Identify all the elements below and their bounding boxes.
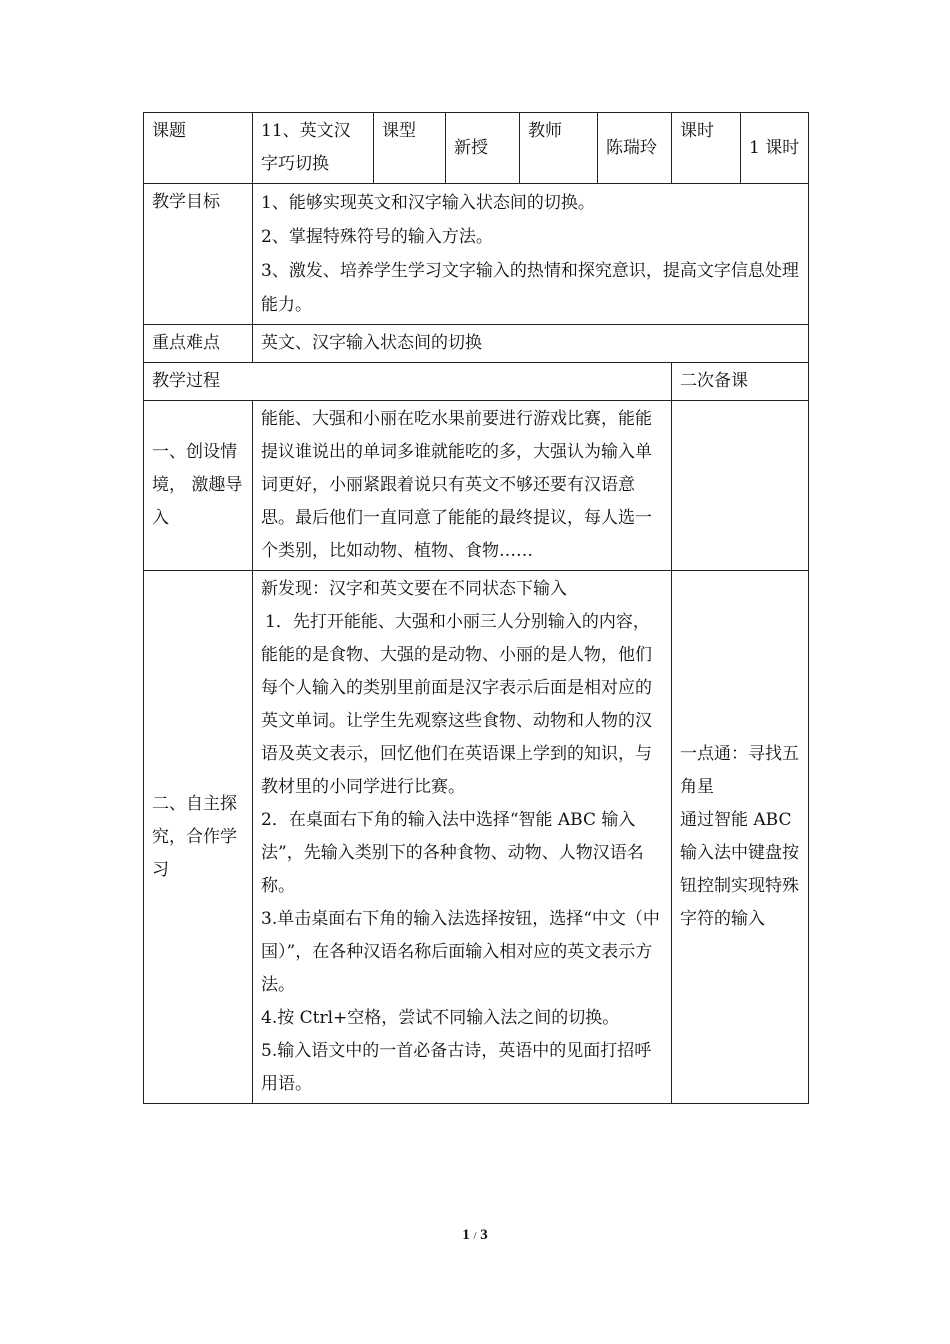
step-intro: 新发现：汉字和英文要在不同状态下输入 bbox=[261, 579, 567, 599]
notes-title: 一点通：寻找五角星 bbox=[680, 744, 799, 797]
step-2: 2．在桌面右下角的输入法中选择“智能 ABC 输入法”，先输入类别下的各种食物、动物、人物汉语名称。 bbox=[261, 810, 644, 896]
type-value: 新授 bbox=[446, 113, 520, 184]
topic-value: 11、英文汉字巧切换 bbox=[253, 113, 374, 184]
page-current: 1 bbox=[462, 1227, 470, 1243]
section-1-row bbox=[144, 401, 809, 571]
page-separator: / bbox=[473, 1230, 477, 1242]
teacher-value: 陈瑞玲 bbox=[598, 113, 672, 184]
goals-row bbox=[144, 184, 809, 325]
section-2-content bbox=[253, 571, 672, 1104]
step-1: 1．先打开能能、大强和小丽三人分别输入的内容，能能的是食物、大强的是动物、小丽的是人物，他们每个人输入的类别里前面是汉字表示后面是相对应的英文单词。让学生先观察这些食物、动物和人物的汉语及英文表示，回忆他们在英语课上学到的知识，与教材里的小同学进行比赛。 bbox=[261, 612, 652, 797]
goals-label: 教学目标 bbox=[144, 184, 253, 325]
header-row bbox=[144, 113, 809, 184]
step-3: 3.单击桌面右下角的输入法选择按钮，选择“中文（中国）”，在各种汉语名称后面输入相对应的英文表示方法。 bbox=[261, 909, 660, 995]
notes-label: 二次备课 bbox=[672, 363, 809, 401]
page-number bbox=[0, 1227, 950, 1244]
notes-text: 通过智能 ABC 输入法中键盘按钮控制实现特殊字符的输入 bbox=[680, 810, 799, 929]
section-2-row bbox=[144, 571, 809, 1104]
key-points-row bbox=[144, 325, 809, 363]
section-2-notes bbox=[672, 571, 809, 1104]
hours-value: 1 课时 bbox=[741, 113, 809, 184]
page-total: 3 bbox=[480, 1227, 488, 1243]
key-points-value: 英文、汉字输入状态间的切换 bbox=[253, 325, 809, 363]
topic-label: 课题 bbox=[144, 113, 253, 184]
section-1-text: 能能、大强和小丽在吃水果前要进行游戏比赛，能能提议谁说出的单词多谁就能吃的多，大强认为输入单词更好，小丽紧跟着说只有英文不够还要有汉语意思。最后他们一直同意了能能的最终提议，每人选一个类别，比如动物、植物、食物…… bbox=[253, 401, 672, 571]
process-label: 教学过程 bbox=[144, 363, 672, 401]
lesson-plan-table bbox=[143, 112, 809, 1104]
goal-item-3: 3、激发、培养学生学习文字输入的热情和探究意识，提高文字信息处理能力。 bbox=[261, 261, 799, 315]
goal-item-2: 2、掌握特殊符号的输入方法。 bbox=[261, 227, 493, 247]
type-label: 课型 bbox=[374, 113, 446, 184]
step-5: 5.输入语文中的一首必备古诗，英语中的见面打招呼用语。 bbox=[261, 1041, 652, 1094]
hours-label: 课时 bbox=[672, 113, 741, 184]
key-points-label: 重点难点 bbox=[144, 325, 253, 363]
goals-content bbox=[253, 184, 809, 325]
process-header-row bbox=[144, 363, 809, 401]
section-2-label: 二、自主探究，合作学习 bbox=[144, 571, 253, 1104]
section-1-label: 一、创设情境， 激趣导入 bbox=[144, 401, 253, 571]
goal-item-1: 1、能够实现英文和汉字输入状态间的切换。 bbox=[261, 193, 595, 213]
step-4: 4.按 Ctrl+空格，尝试不同输入法之间的切换。 bbox=[261, 1008, 620, 1028]
section-1-notes bbox=[672, 401, 809, 571]
teacher-label: 教师 bbox=[520, 113, 598, 184]
